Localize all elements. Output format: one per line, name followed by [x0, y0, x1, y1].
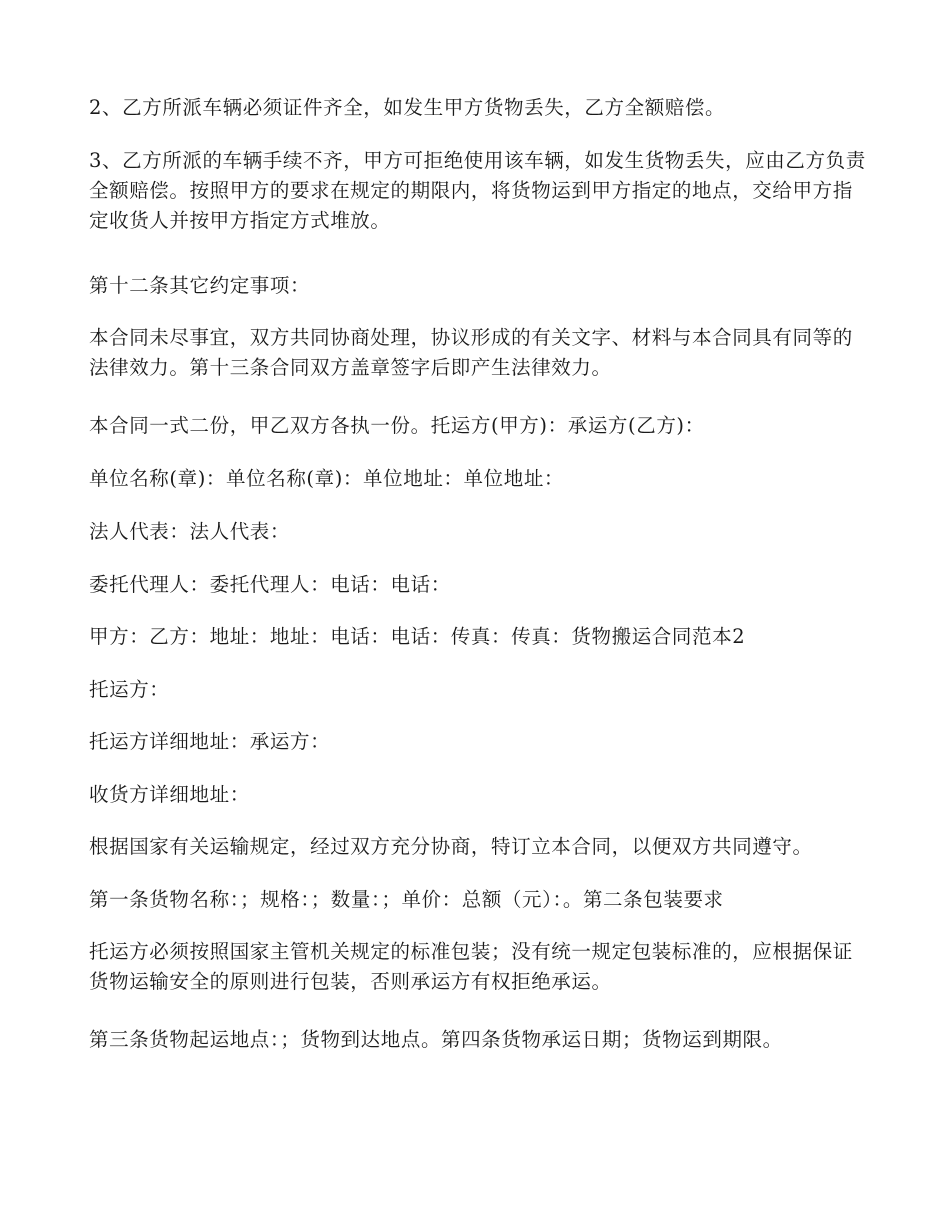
paragraph-shipper: 托运方：: [89, 678, 170, 701]
paragraph-clause-2: 2、乙方所派车辆必须证件齐全，如发生甲方货物丢失，乙方全额赔偿。: [89, 96, 726, 119]
paragraph-preamble: 根据国家有关运输规定，经过双方充分协商，特订立本合同，以便双方共同遵守。: [89, 835, 813, 858]
paragraph-article-12-heading: 第十二条其它约定事项：: [89, 274, 311, 297]
paragraph-legal-representative: 法人代表：法人代表：: [89, 520, 291, 543]
paragraph-copies-parties: 本合同一式二份，甲乙双方各执一份。托运方(甲方)：承运方(乙方)：: [89, 414, 705, 437]
paragraph-clause-3: 3、乙方所派的车辆手续不齐，甲方可拒绝使用该车辆，如发生货物丢失，应由乙方负责全额赔偿。按照甲方的要求在规定的期限内，将货物运到甲方指定的地点，交给甲方指定收货人并按甲方指定方式堆放。: [89, 149, 866, 232]
paragraph-article-3-4: 第三条货物起运地点：；货物到达地点。第四条货物承运日期；货物运到期限。: [89, 1028, 783, 1051]
paragraph-article-1-2: 第一条货物名称：；规格：；数量：；单价：总额（元）：。第二条包装要求: [89, 888, 724, 911]
paragraph-party-info-template2: 甲方：乙方：地址：地址：电话：电话：传真：传真：货物搬运合同范本2: [89, 625, 746, 648]
paragraph-packaging: 托运方必须按照国家主管机关规定的标准包装；没有统一规定包装标准的，应根据保证货物运输安全的原则进行包装，否则承运方有权拒绝承运。: [89, 940, 853, 993]
paragraph-consignee-address: 收货方详细地址：: [89, 783, 250, 806]
paragraph-unit-name: 单位名称(章)：单位名称(章)：单位地址：单位地址：: [89, 467, 565, 490]
paragraph-agent-phone: 委托代理人：委托代理人：电话：电话：: [89, 573, 451, 596]
paragraph-shipper-address: 托运方详细地址：承运方：: [89, 730, 331, 753]
paragraph-article-12-body: 本合同未尽事宜，双方共同协商处理，协议形成的有关文字、材料与本合同具有同等的法律效力。第十三条合同双方盖章签字后即产生法律效力。: [89, 326, 853, 379]
